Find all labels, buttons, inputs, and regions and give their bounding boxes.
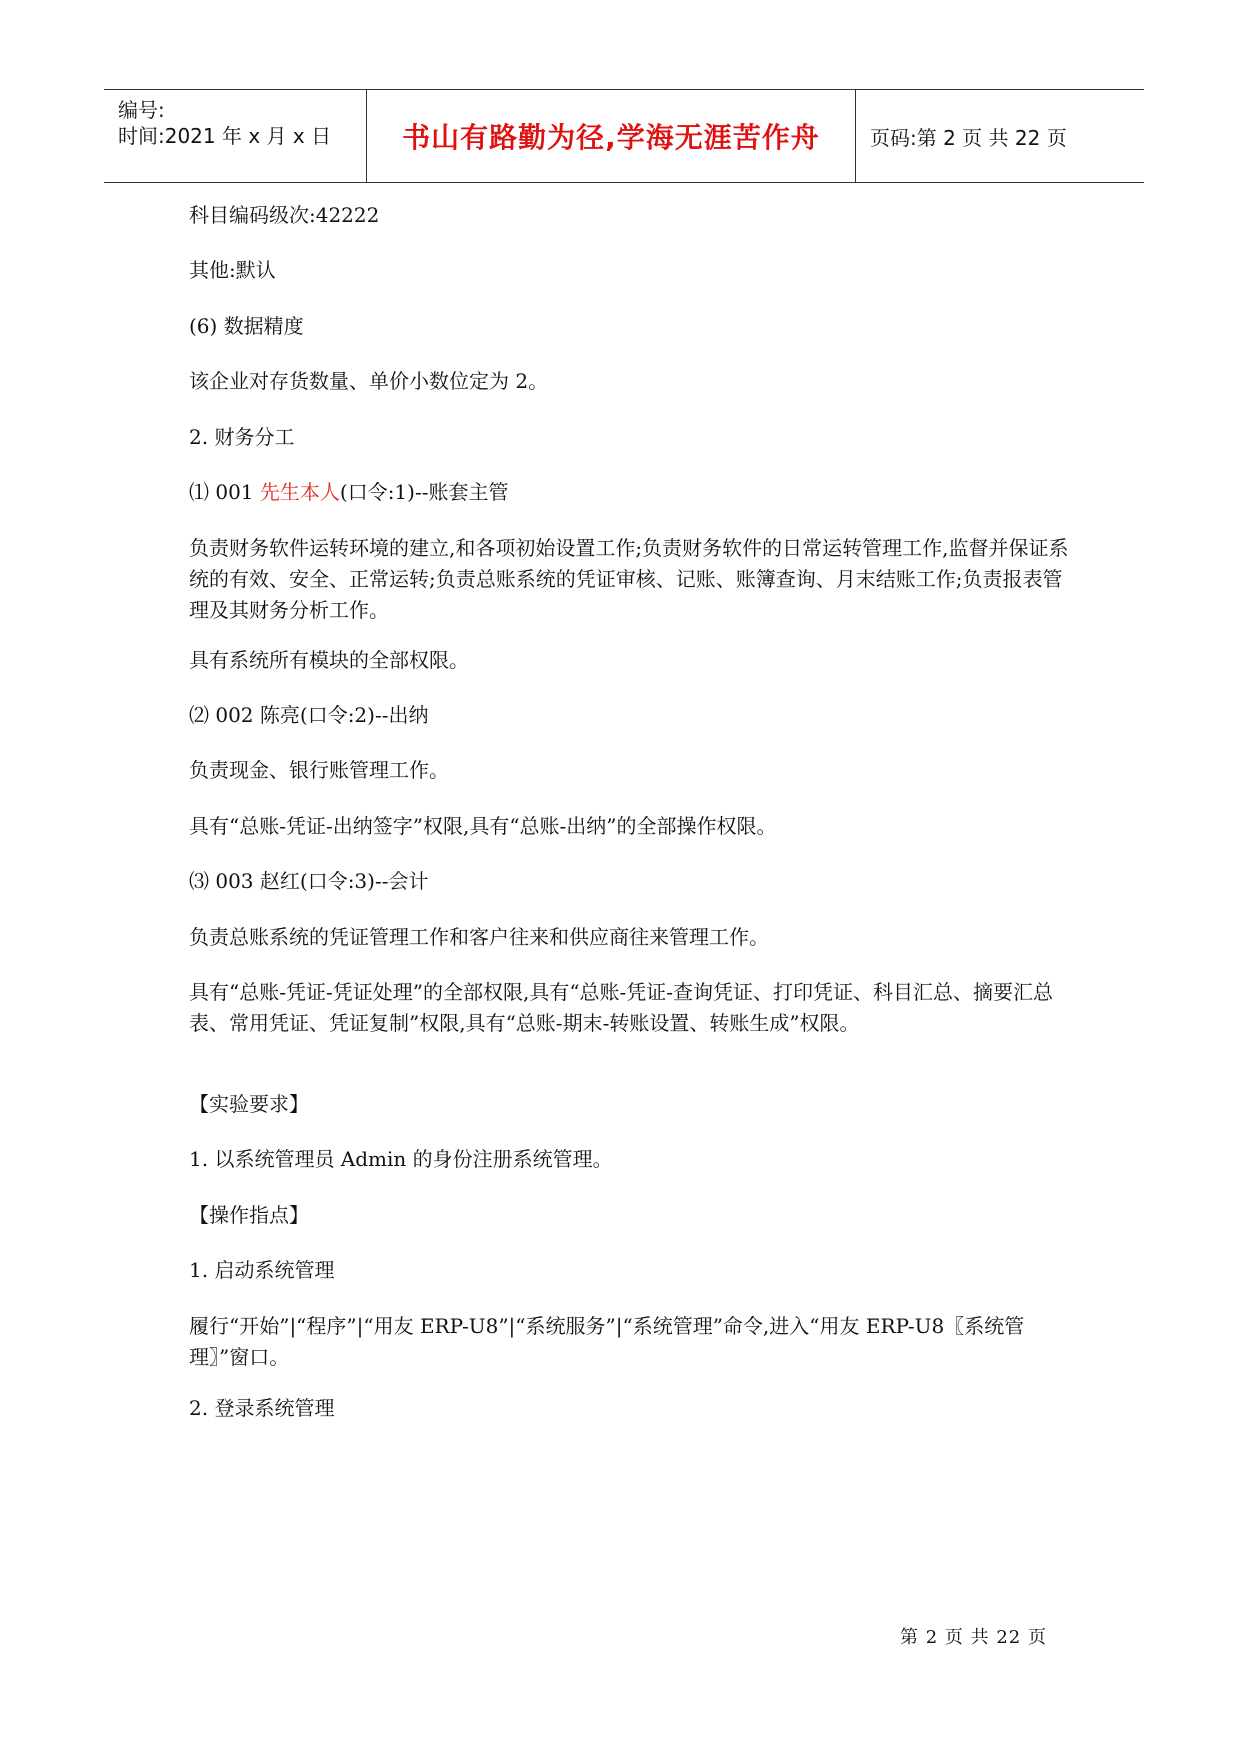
- heading-finance-division: 2. 财务分工: [189, 425, 295, 449]
- paragraph-user-002-rights: 具有“总账-凭证-出纳签字”权限,具有“总账-出纳”的全部操作权限。: [189, 814, 777, 838]
- user-001-prefix: ⑴ 001: [189, 480, 260, 504]
- page-footer: 第 2 页 共 22 页: [900, 1627, 1047, 1648]
- paragraph-user-002-duties: 负责现金、银行账管理工作。: [189, 758, 449, 782]
- user-001-name: 先生本人: [259, 480, 340, 504]
- heading-data-precision: (6) 数据精度: [189, 314, 304, 338]
- heading-step-1: 1. 启动系统管理: [189, 1258, 335, 1282]
- page-header: [104, 89, 1144, 183]
- header-meta-cell: [104, 90, 367, 182]
- header-page-info: 页码:第 2 页 共 22 页: [870, 125, 1067, 150]
- paragraph-user-001-rights: 具有系统所有模块的全部权限。: [189, 648, 469, 672]
- paragraph-user-003-duties: 负责总账系统的凭证管理工作和客户往来和供应商往来管理工作。: [189, 925, 769, 949]
- paragraph-user-001-duties: 负责财务软件运转环境的建立,和各项初始设置工作;负责财务软件的日常运转管理工作,监督并保证系统的有效、安全、正常运转;负责总账系统的凭证审核、记账、账簿查询、月末结账工作;负责报表管理及其财务分析工作。: [189, 536, 1069, 622]
- heading-user-002: ⑵ 002 陈亮(口令:2)--出纳: [189, 703, 429, 727]
- heading-step-2: 2. 登录系统管理: [189, 1396, 335, 1420]
- paragraph-precision-detail: 该企业对存货数量、单价小数位定为 2。: [189, 369, 549, 393]
- heading-operation-guide: 【操作指点】: [189, 1203, 309, 1227]
- header-number-label: 编号:: [118, 98, 165, 122]
- header-motto-cell: [367, 90, 856, 182]
- paragraph-requirement-1: 1. 以系统管理员 Admin 的身份注册系统管理。: [189, 1147, 613, 1171]
- header-page-cell: [856, 90, 1144, 182]
- header-motto: 书山有路勤为径,学海无涯苦作舟: [402, 121, 820, 154]
- heading-user-003: ⑶ 003 赵红(口令:3)--会计: [189, 869, 429, 893]
- paragraph-subject-code: 科目编码级次:42222: [189, 203, 380, 227]
- header-time-label: 时间:2021 年 x 月 x 日: [118, 124, 332, 148]
- paragraph-user-003-rights: 具有“总账-凭证-凭证处理”的全部权限,具有“总账-凭证-查询凭证、打印凭证、科目汇总、摘要汇总表、常用凭证、凭证复制”权限,具有“总账-期末-转账设置、转账生成”权限。: [189, 980, 1054, 1035]
- heading-user-001: [189, 477, 1069, 508]
- paragraph-other: 其他:默认: [189, 258, 276, 282]
- paragraph-step-1-detail: 履行“开始”|“程序”|“用友 ERP-U8”|“系统服务”|“系统管理”命令,进入“用友 ERP-U8〖系统管理〗”窗口。: [189, 1314, 1025, 1369]
- heading-experiment-requirements: 【实验要求】: [189, 1092, 309, 1116]
- user-001-suffix: (口令:1)--账套主管: [339, 480, 509, 504]
